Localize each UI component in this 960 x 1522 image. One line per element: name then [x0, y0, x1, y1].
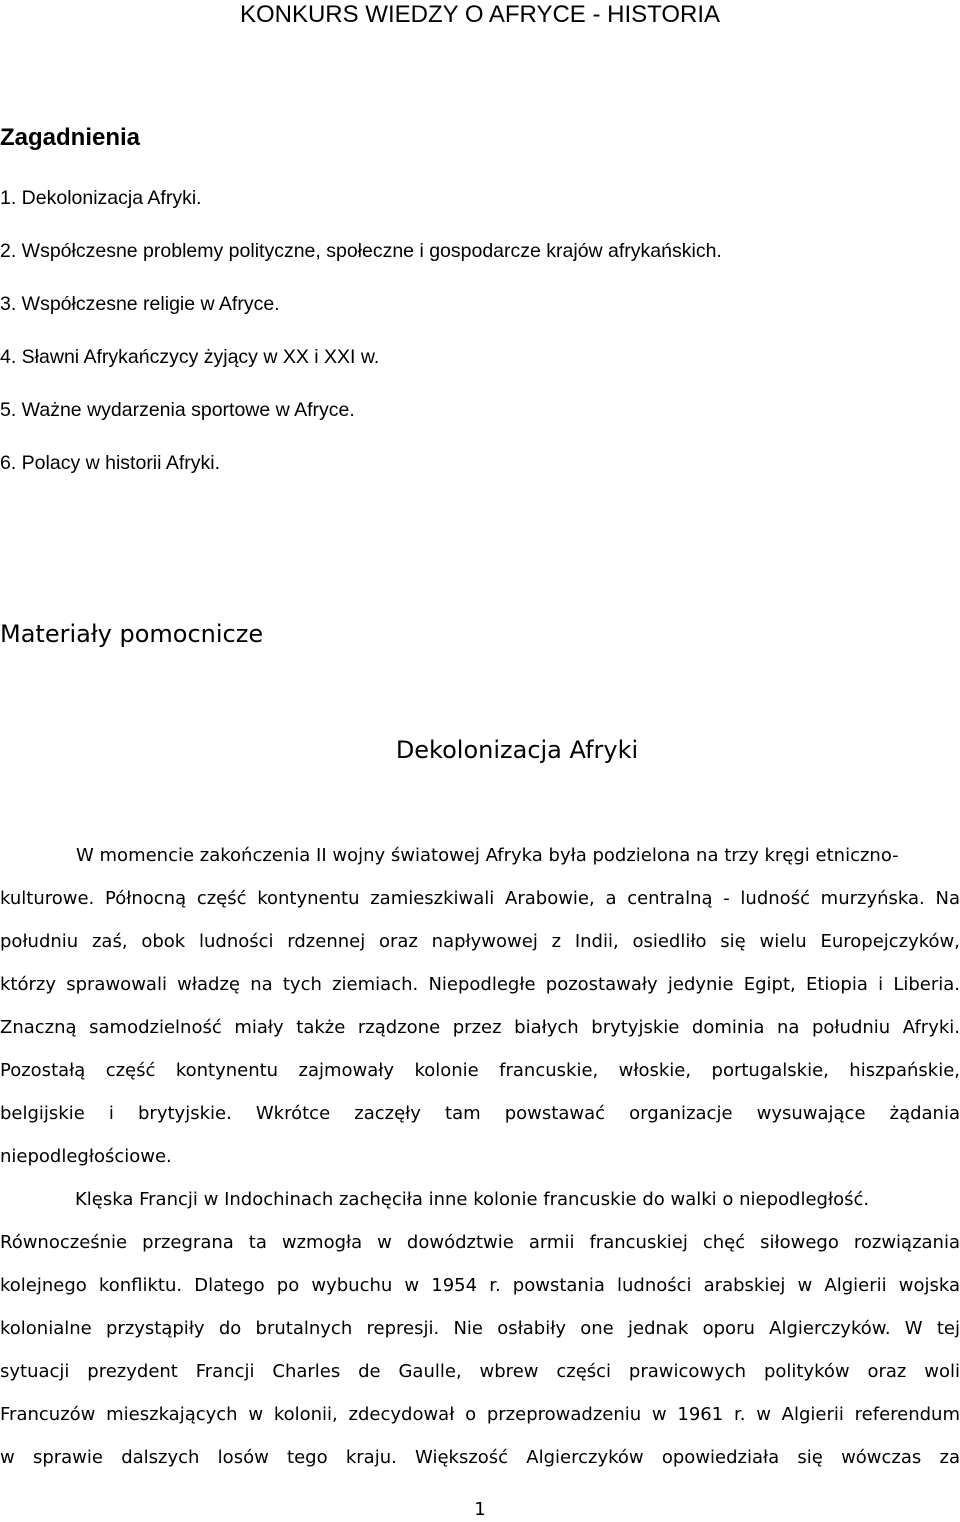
paragraph-line: W momencie zakończenia II wojny światowej Afryka była podzielona na trzy kręgi etniczno- — [76, 845, 899, 866]
paragraph-line: kolejnego konfliktu. Dlatego po wybuchu w 1954 r. powstania ludności arabskiej w Algierii wojska — [0, 1275, 960, 1296]
body-text — [0, 840, 960, 1485]
paragraph-line: Znaczną samodzielność miały także rządzone przez białych brytyjskie dominia na południu Afryki. — [0, 1017, 960, 1038]
materials-heading: Materiały pomocnicze — [0, 620, 264, 648]
paragraph-line: którzy sprawowali władzę na tych ziemiach. Niepodległe pozostawały jedynie Egipt, Etiopia i Liberia. — [0, 974, 960, 995]
paragraph-line: sytuacji prezydent Francji Charles de Gaulle, wbrew części prawicowych polityków oraz woli — [0, 1361, 960, 1382]
paragraph-line: kulturowe. Północną część kontynentu zamieszkiwali Arabowie, a centralną - ludność murzyńska. Na — [0, 888, 960, 909]
topics-heading: Zagadnienia — [0, 124, 141, 151]
topic-item: 5. Ważne wydarzenia sportowe w Afryce. — [0, 399, 355, 421]
paragraph-line: belgijskie i brytyjskie. Wkrótce zaczęły tam powstawać organizacje wysuwające żądania — [0, 1103, 960, 1124]
section-heading: Dekolonizacja Afryki — [395, 736, 639, 764]
paragraph-line: Francuzów mieszkających w kolonii, zdecydował o przeprowadzeniu w 1961 r. w Algierii referendum — [0, 1404, 960, 1425]
topic-item: 4. Sławni Afrykańczycy żyjący w XX i XXI w. — [0, 346, 380, 368]
paragraph-line: w sprawie dalszych losów tego kraju. Większość Algierczyków opowiedziała się wówczas za — [0, 1447, 960, 1468]
paragraph-line: południu zaś, obok ludności rdzennej oraz napływowej z Indii, osiedliło się wielu Europejczyków, — [0, 931, 960, 952]
topic-item: 2. Współczesne problemy polityczne, społeczne i gospodarcze krajów afrykańskich. — [0, 240, 722, 262]
topic-item: 1. Dekolonizacja Afryki. — [0, 187, 202, 209]
paragraph-line: Pozostałą część kontynentu zajmowały kolonie francuskie, włoskie, portugalskie, hiszpańskie, — [0, 1060, 960, 1081]
topic-item: 3. Współczesne religie w Afryce. — [0, 293, 280, 315]
paragraph-line: Równocześnie przegrana ta wzmogła w dowództwie armii francuskiej chęć siłowego rozwiązania — [0, 1232, 960, 1253]
paragraph-line: niepodległościowe. — [0, 1146, 172, 1167]
topic-list — [0, 183, 722, 501]
paragraph-line: Klęska Francji w Indochinach zachęciła inne kolonie francuskie do walki o niepodległość. — [75, 1189, 870, 1210]
topic-item: 6. Polacy w historii Afryki. — [0, 452, 220, 474]
document-title: KONKURS WIEDZY O AFRYCE - HISTORIA — [239, 1, 721, 28]
paragraph-line: kolonialne przystąpiły do brutalnych represji. Nie osłabiły one jednak oporu Algierczyków. W tej — [0, 1318, 960, 1339]
page-number: 1 — [474, 1499, 486, 1520]
